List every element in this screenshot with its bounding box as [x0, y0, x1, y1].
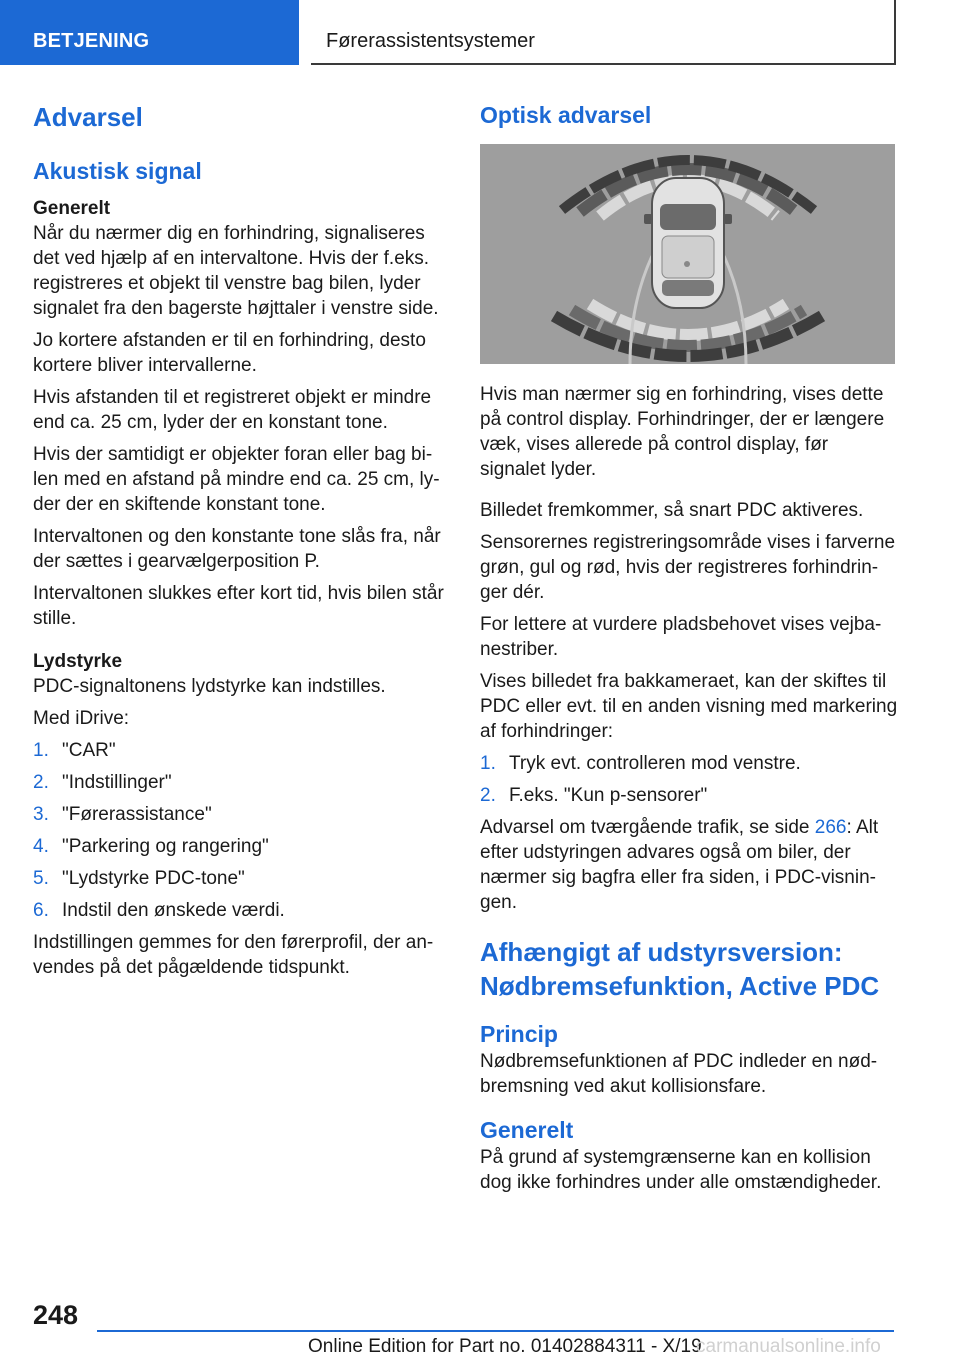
- step-text: "Parkering og rangering": [62, 836, 269, 857]
- list-item: [33, 802, 448, 827]
- pdc-display-illustration: [480, 144, 895, 364]
- steps-list: [33, 738, 448, 923]
- paragraph: Vises billedet fra bakkameraet, kan der skiftes til PDC eller evt. til en anden visning med markering af forhindringer:: [480, 671, 898, 742]
- paragraph: Intervaltonen slukkes efter kort tid, hvis bilen står stille.: [33, 583, 444, 629]
- list-item: [33, 866, 448, 891]
- left-column: [33, 100, 448, 987]
- page-link[interactable]: 266: [814, 817, 847, 838]
- step-text: "Førerassistance": [62, 804, 212, 825]
- heading-advarsel: Advarsel: [33, 102, 143, 132]
- text: : Alt efter udstyringen advares også om biler, der nærmer sig bagfra eller fra siden, i PDC-visningen.: [480, 817, 879, 913]
- chapter-title: Førerassistentsystemer: [326, 30, 535, 52]
- paragraph: For lettere at vurdere pladsbehovet vises vejbanestriber.: [480, 614, 882, 660]
- list-item: [480, 783, 898, 808]
- steps-list: [480, 751, 898, 808]
- paragraph: Intervaltonen og den konstante tone slås fra, når der sættes i gearvælgerposition P.: [33, 526, 441, 572]
- heading-princip: Princip: [480, 1021, 558, 1047]
- subheading-lydstyrke: Lydstyrke: [33, 651, 123, 672]
- text: Advarsel om tværgående trafik, se side: [480, 817, 815, 838]
- paragraph: Når du nærmer dig en forhindring, signaliseres det ved hjælp af en intervaltone. Hvis der f.eks. registreres et objekt til venstre bag bilen, lyder signalet fra den bagerste højttaler i venstre side.: [33, 223, 439, 319]
- chapter-header: [311, 0, 896, 65]
- paragraph: Jo kortere afstanden er til en forhindring, desto kortere bliver intervallerne.: [33, 330, 426, 376]
- step-text: F.eks. "Kun p-sensorer": [509, 785, 708, 806]
- list-item: [480, 751, 898, 776]
- step-number: 1.: [33, 740, 49, 761]
- list-item: [33, 770, 448, 795]
- list-item: [33, 898, 448, 923]
- step-number: 1.: [480, 753, 496, 774]
- paragraph: Nødbremsefunktionen af PDC indleder en nødbremsning ved akut kollisionsfare.: [480, 1051, 878, 1097]
- step-number: 3.: [33, 804, 49, 825]
- heading-optisk-advarsel: Optisk advarsel: [480, 102, 652, 128]
- page-number: 248: [33, 1300, 79, 1330]
- edition-text: Online Edition for Part no. 01402884311 - X/19: [308, 1336, 702, 1357]
- paragraph: Hvis afstanden til et registreret objekt er mindre end ca. 25 cm, lyder der en konstant tone.: [33, 387, 432, 433]
- paragraph: Med iDrive:: [33, 708, 130, 729]
- step-number: 2.: [33, 772, 49, 793]
- watermark: carmanualsonline.info: [696, 1336, 881, 1357]
- step-text: "Lydstyrke PDC-tone": [62, 868, 245, 889]
- step-number: 4.: [33, 836, 49, 857]
- step-number: 5.: [33, 868, 49, 889]
- right-column: [480, 100, 898, 1202]
- paragraph: Hvis der samtidigt er objekter foran eller bag bilen med en afstand på mindre end ca. 25 cm, lyder der en skiftende konstant tone.: [33, 444, 440, 515]
- step-number: 6.: [33, 900, 49, 921]
- step-text: "CAR": [62, 740, 116, 761]
- paragraph: Indstillingen gemmes for den førerprofil, der anvendes på det pågældende tidspunkt.: [33, 932, 434, 978]
- subheading-generelt: Generelt: [33, 198, 111, 219]
- paragraph: PDC-signaltonens lydstyrke kan indstilles.: [33, 676, 386, 697]
- step-text: Indstil den ønskede værdi.: [62, 900, 285, 921]
- paragraph: Hvis man nærmer sig en forhindring, vises dette på control display. Forhindringer, der er længere væk, vises allerede på control display, før signalet lyder.: [480, 384, 885, 480]
- list-item: [33, 738, 448, 763]
- paragraph: På grund af systemgrænserne kan en kollision dog ikke forhindres under alle omstændigheder.: [480, 1147, 882, 1193]
- heading-afhaengigt: Afhængigt af udstyrsversion: Nødbremsefunktion, Active PDC: [480, 937, 880, 1001]
- heading-generelt: Generelt: [480, 1117, 574, 1143]
- heading-akustisk-signal: Akustisk signal: [33, 158, 202, 184]
- section-title: BETJENING: [33, 30, 150, 52]
- paragraph: Billedet fremkommer, så snart PDC aktiveres.: [480, 500, 864, 521]
- paragraph-cross-traffic: [480, 815, 898, 915]
- list-item: [33, 834, 448, 859]
- step-text: Tryk evt. controlleren mod venstre.: [509, 753, 801, 774]
- section-tab: [0, 0, 299, 65]
- footer-divider: [97, 1330, 894, 1332]
- step-number: 2.: [480, 785, 496, 806]
- paragraph: Sensorernes registreringsområde vises i farverne grøn, gul og rød, hvis der registreres forhindringer dér.: [480, 532, 896, 603]
- step-text: "Indstillinger": [62, 772, 172, 793]
